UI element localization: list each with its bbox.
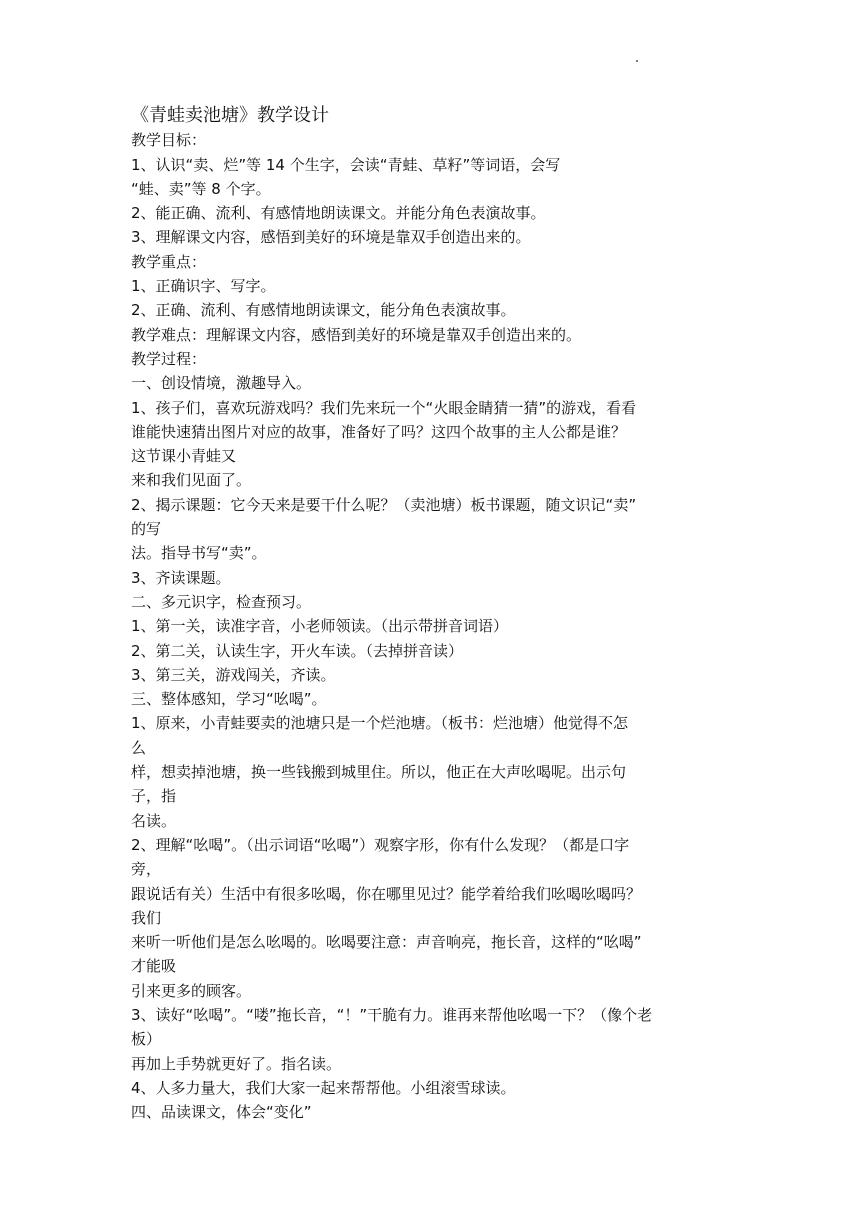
text-line: 才能吸 (131, 957, 177, 976)
text-line: “蛙、卖”等 8 个字。 (131, 179, 271, 198)
text-line: 1、正确识字、写字。 (131, 277, 276, 296)
text-line: 2、能正确、流利、有感情地朗读课文。并能分角色表演故事。 (131, 204, 546, 223)
document-title: 《青蛙卖池塘》教学设计 (131, 105, 329, 126)
text-line: 法。指导书写“卖”。 (131, 544, 267, 563)
document-body (131, 104, 735, 1124)
text-line: 4、人多力量大，我们大家一起来帮帮他。小组滚雪球读。 (131, 1078, 516, 1097)
text-line: 么 (131, 738, 147, 757)
text-line: 教学重点： (131, 252, 207, 271)
text-line: 一、创设情境，激趣导入。 (131, 374, 312, 393)
text-line: 谁能快速猜出图片对应的故事，准备好了吗？这四个故事的主人公都是谁？ (131, 422, 627, 441)
text-line: 的写 (131, 520, 162, 539)
text-line: 1、认识“卖、烂”等 14 个生字，会读“青蛙、草籽”等词语，会写 (131, 155, 561, 174)
text-line: 我们 (131, 908, 162, 927)
text-line: 2、揭示课题：它今天来是要干什么呢？（卖池塘）板书课题，随文识记“卖” (131, 495, 637, 514)
text-line: 跟说话有关）生活中有很多吆喝，你在哪里见过？能学着给我们吆喝吆喝吗？ (131, 884, 642, 903)
text-line: 3、第三关，游戏闯关，齐读。 (131, 665, 336, 684)
text-line: 教学目标： (131, 131, 207, 150)
text-line: 四、品读课文，体会“变化” (131, 1103, 312, 1122)
text-line: 3、齐读课题。 (131, 568, 231, 587)
text-line: 教学难点：理解课文内容，感悟到美好的环境是靠双手创造出来的。 (131, 325, 582, 344)
text-line: 三、整体感知，学习“吆喝”。 (131, 690, 327, 709)
text-line: 2、正确、流利、有感情地朗读课文，能分角色表演故事。 (131, 301, 516, 320)
text-line: 3、读好“吆喝”。“喽”拖长音，“！”干脆有力。谁再来帮他吆喝一下？（像个老 (131, 1005, 653, 1024)
text-line: 再加上手势就更好了。指名读。 (131, 1054, 342, 1073)
text-line: 二、多元识字，检查预习。 (131, 592, 312, 611)
text-line: 旁， (131, 860, 162, 879)
text-line: 2、第二关，认读生字，开火车读。（去掉拼音读） (131, 641, 464, 660)
text-line: 来和我们见面了。 (131, 471, 252, 490)
text-line: 1、原来，小青蛙要卖的池塘只是一个烂池塘。（板书：烂池塘）他觉得不怎 (131, 714, 629, 733)
text-line: 样，想卖掉池塘，换一些钱搬到城里住。所以，他正在大声吆喝呢。出示句 (131, 763, 627, 782)
text-line: 名读。 (131, 811, 177, 830)
text-line: 子，指 (131, 787, 177, 806)
text-line: 这节课小青蛙又 (131, 447, 237, 466)
text-line: 3、理解课文内容，感悟到美好的环境是靠双手创造出来的。 (131, 228, 531, 247)
text-line: 1、第一关，读准字音，小老师领读。（出示带拼音词语） (131, 617, 509, 636)
text-line: 来听一听他们是怎么吆喝的。吆喝要注意：声音响亮，拖长音，这样的“吆喝” (131, 933, 642, 952)
text-line: 板） (131, 1030, 162, 1049)
page-speck (636, 60, 638, 62)
text-line: 引来更多的顾客。 (131, 981, 252, 1000)
text-line: 教学过程： (131, 349, 207, 368)
text-line: 1、孩子们，喜欢玩游戏吗？我们先来玩一个“火眼金睛猜一猜”的游戏，看看 (131, 398, 637, 417)
text-line: 2、理解“吆喝”。（出示词语“吆喝”）观察字形，你有什么发现？（都是口字 (131, 835, 630, 854)
